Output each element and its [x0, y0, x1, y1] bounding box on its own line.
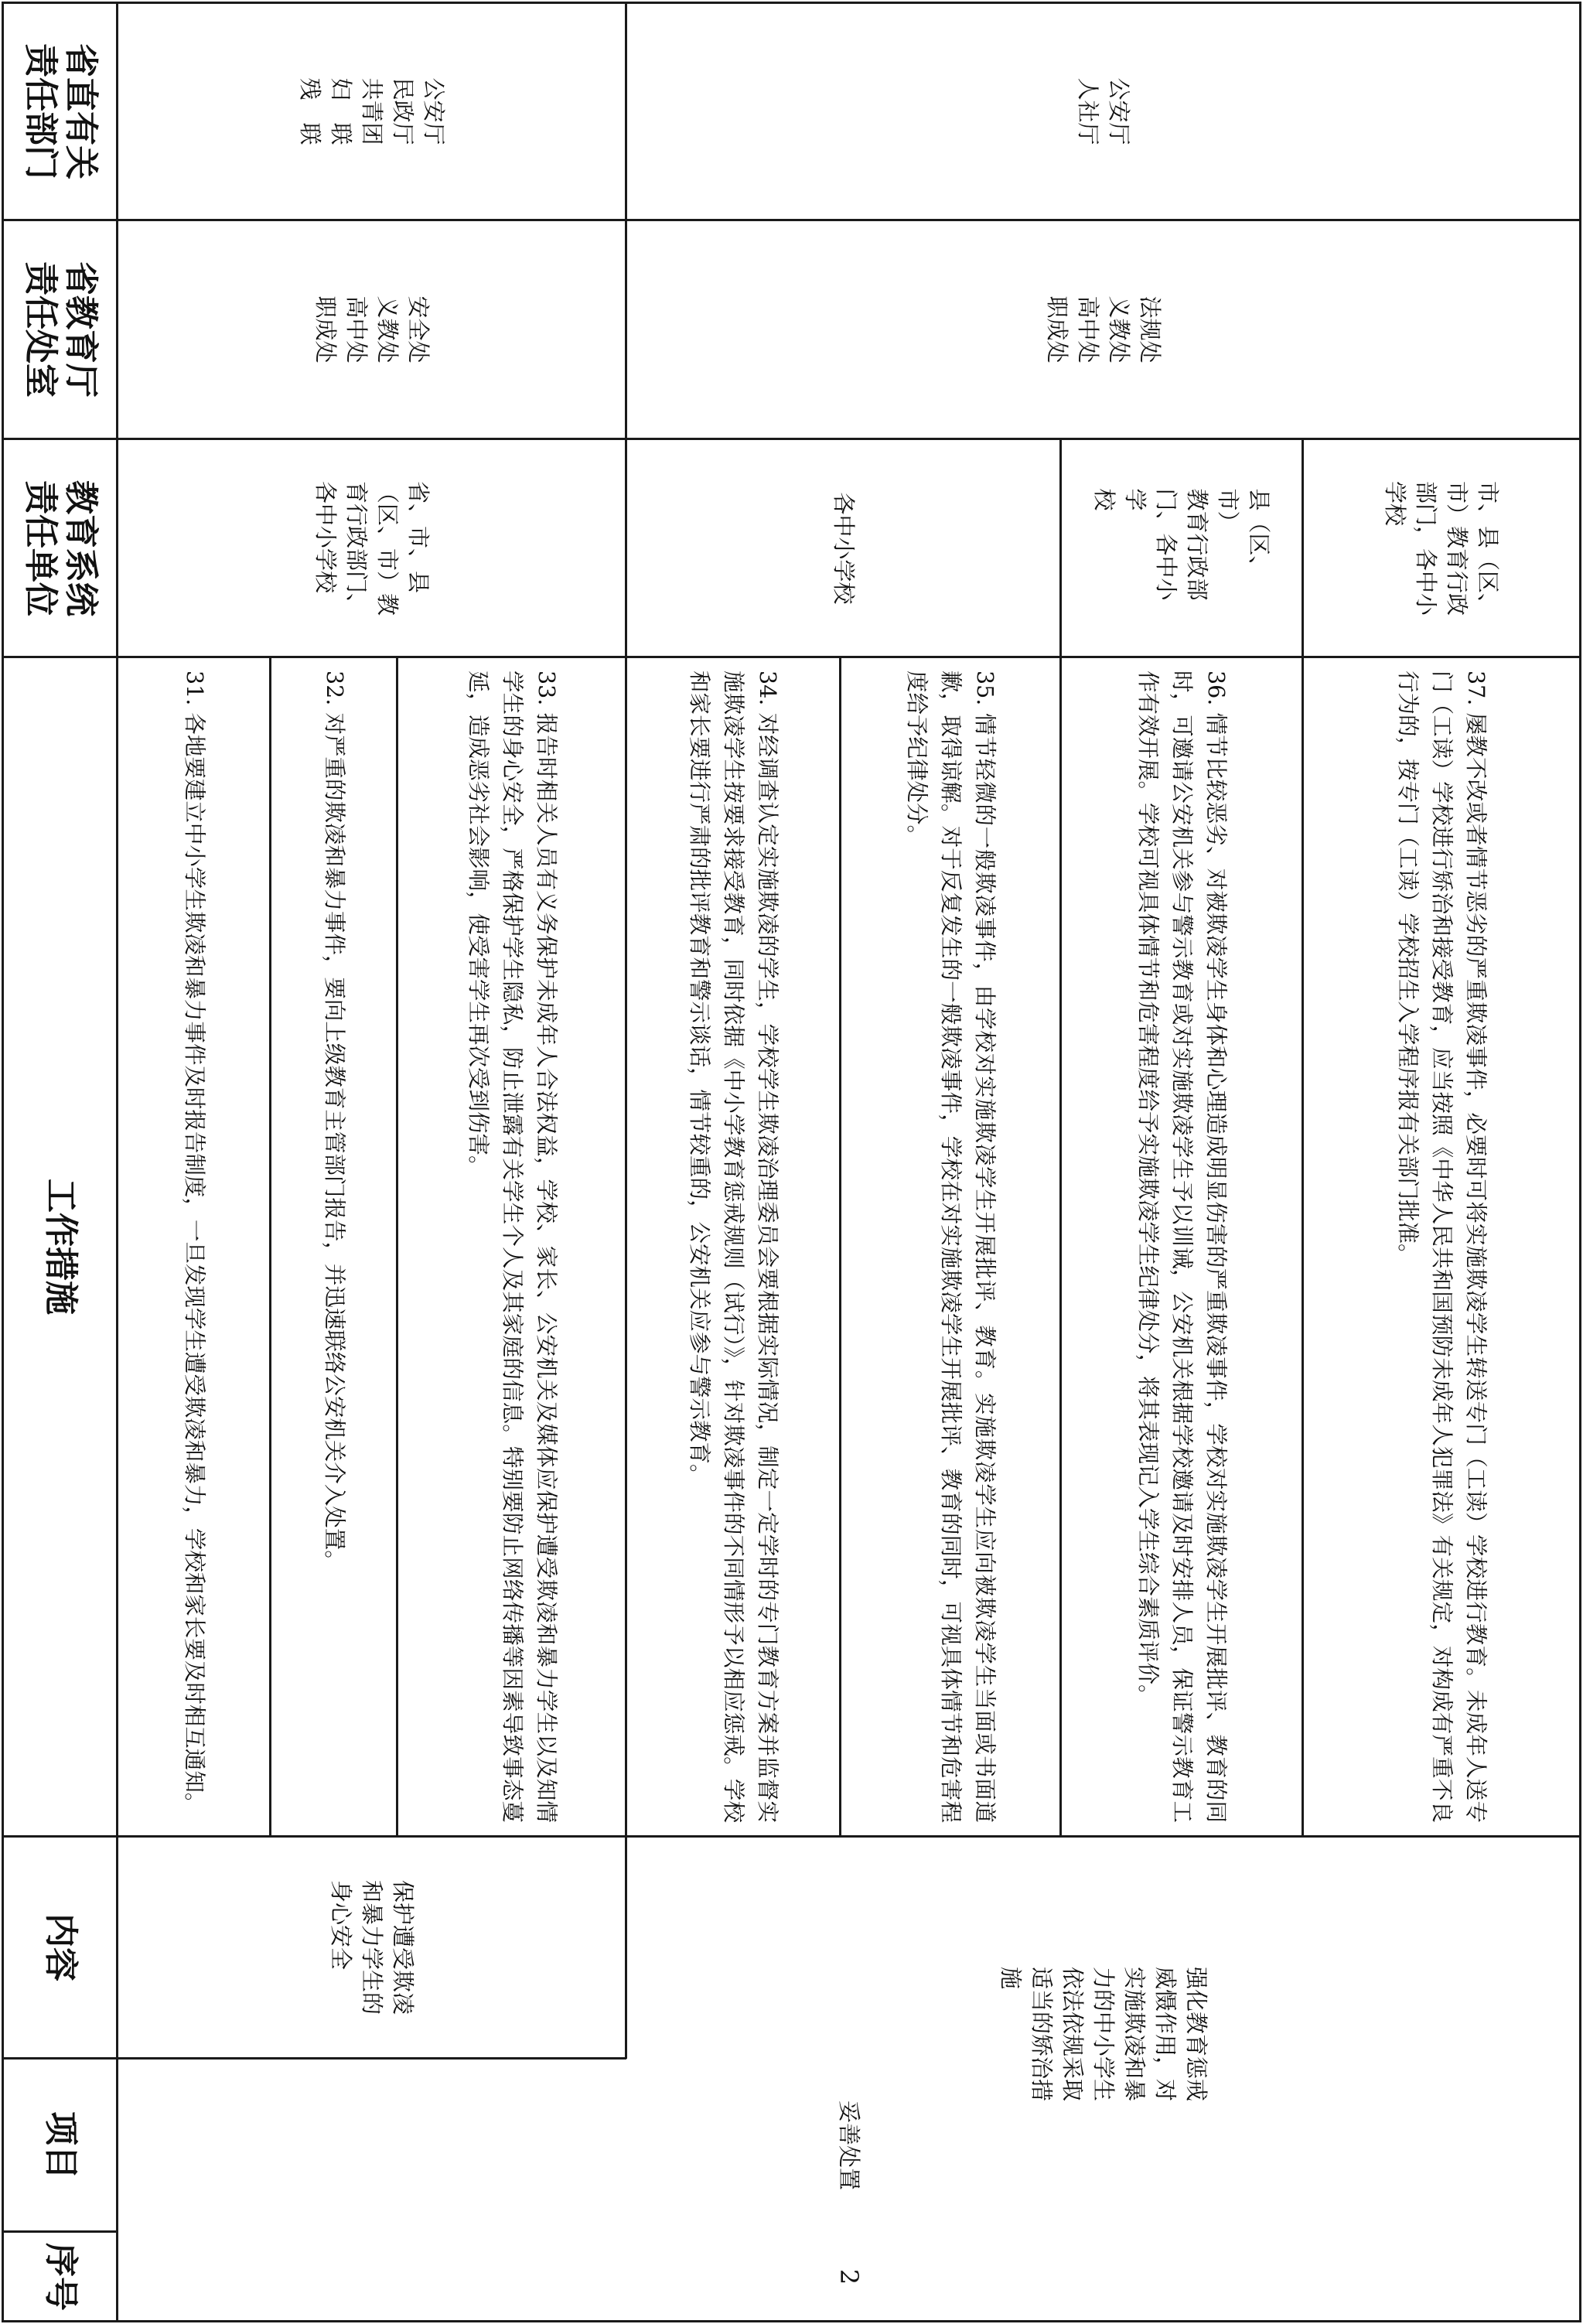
header-measures: 工作措施	[40, 1179, 80, 1315]
measure-35: 35. 情节轻微的一般欺凌事件，由学校对实施欺凌学生开展批评、教育。实施欺凌学生应向被欺凌学生当面或书面道歉，取得谅解。对于反复发生的一般欺凌事件，学校在对实施欺凌学生开展批评、教育的同时，可视具体情节和危害程度给予纪律处分。	[904, 671, 998, 1823]
groupA-dept-offices: 安全处 义教处 高中处 职成处	[312, 295, 432, 363]
groupA-prov-depts: 公安厅 民政厅 共青团 妇 联 残 联	[296, 77, 447, 145]
header-content: 内容	[40, 1913, 80, 1981]
header-dept-offices: 省教育厅 责任处室	[20, 261, 101, 398]
measure-36: 36. 情节比较恶劣、对被欺凌学生身体和心理造成明显伤害的严重欺凌事件，学校对实施欺凌学生开展批评、教育的同时，可邀请公安机关参与警示教育或对实施欺凌学生予以训诫，公安机关根据学校邀请及时安排人员，保证警示教育工作有效开展。学校可视具体情节和危害程度给予实施欺凌学生纪律处分，将其表现记入学生综合素质评价。	[1135, 671, 1229, 1823]
groupB-prov-depts: 公安厅 人社厅	[1074, 77, 1132, 145]
table-border-right	[1579, 2, 1581, 2322]
measure-34: 34. 对经调查认定实施欺凌的学生，学校学生欺凌治理委员会要根据实际情况，制定一定学时的专门教育方案并监督实施欺凌学生按要求接受教育，同时依据《中小学教育惩戒规则（试行）》，针对欺凌事件的不同情形予以相应惩戒。学校和家长要进行严肃的批评教育和警示谈话，情节较重的，公安机关应参与警示教育。	[687, 671, 780, 1823]
header-project: 项目	[40, 2111, 80, 2179]
groupA-content: 保护遭受欺凌 和暴力学生的 身心安全	[327, 1879, 416, 2015]
groupA-edu-units: 省、市、县 （区、市）教 育行政部门、 各中小学校	[312, 480, 432, 616]
measure-33: 33. 报告时相关人员有义务保护未成年人合法权益，学校、家长、公安机关及媒体应保护遭受欺凌和暴力学生以及知情学生的身心安全，严格保护学生隐私，防止泄露有关学生个人及其家庭的信息。特别要防止网络传播等因素导致事态蔓延，造成恶劣社会影响，使受害学生再次受到伤害。	[465, 671, 559, 1823]
groupB-dept-offices: 法规处 义教处 高中处 职成处	[1043, 295, 1163, 363]
header-edu-units: 教育系统 责任单位	[20, 479, 101, 616]
header-prov-depts: 省直有关 责任部门	[20, 43, 101, 179]
project-value-cell: 妥善处置	[835, 2100, 862, 2190]
groupB-edu-units-3: 市、县（区、 市）教育行政 部门，各中小 学校	[1382, 480, 1501, 616]
measure-31: 31. 各地要建立中小学生欺凌和暴力事件及时报告制度，一旦发现学生遭受欺凌和暴力，学校和家长要及时相互通知。	[181, 671, 207, 1815]
header-seq: 序号	[40, 2242, 80, 2311]
table-border-bottom	[2, 2320, 1581, 2322]
groupB-edu-units-1: 各中小学校	[830, 491, 857, 605]
groupB-edu-units-2: 县（区、市） 教育行政部 门、各中小学 校	[1091, 488, 1272, 601]
groupB-content: 强化教育惩戒 威慑作用，对 实施欺凌和暴 力的中小学生 依法依规采取 适当的矫治措 施	[997, 1966, 1209, 2102]
measure-37: 37. 屡教不改或者情节恶劣的严重欺凌事件，必要时可将实施欺凌学生转送专门（工读）学校进行教育。未成年人送专门（工读）学校进行矫治和接受教育，应当按照《中华人民共和国预防未成年人犯罪法》有关规定，对构成有严重不良行为的，按专门（工读）学校招生入学程序报有关部门批准。	[1395, 671, 1489, 1823]
measure-32: 32. 对严重的欺凌和暴力事件，要向上级教育主管部门报告，并迅速联络公安机关介入处置。	[321, 671, 347, 1572]
seq-value-cell: 2	[834, 2268, 864, 2285]
